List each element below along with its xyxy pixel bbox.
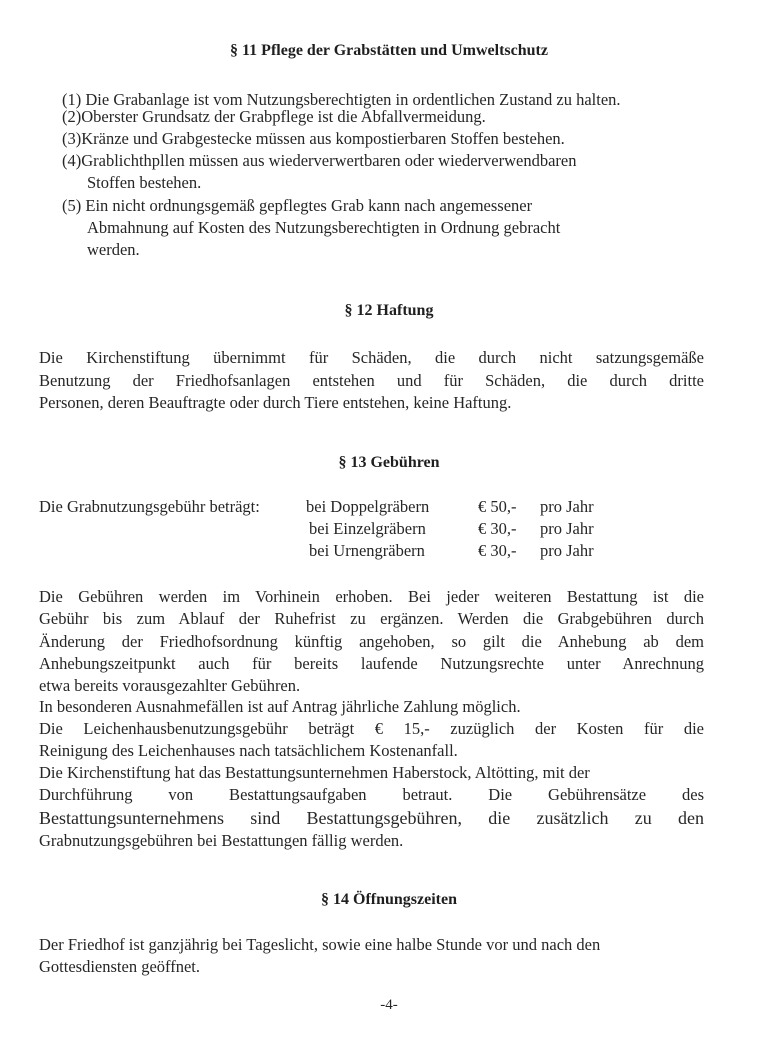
fee-amount-urnen: € 30,- <box>478 541 517 560</box>
s11-item-5-cont2: werden. <box>87 240 140 259</box>
s11-item-5: (5) Ein nicht ordnungsgemäß gepflegtes Grab kann nach angemessener <box>62 196 533 215</box>
fee-type-doppel: bei Doppelgräbern <box>306 497 430 516</box>
s14-line-2: Gottesdiensten geöffnet. <box>39 957 200 976</box>
s12-line-1: Die Kirchenstiftung übernimmt für Schäden, die durch nicht satzungsgemäße <box>39 348 704 367</box>
s14-line-1: Der Friedhof ist ganzjährig bei Tageslicht, sowie eine halbe Stunde vor und nach den <box>39 935 601 954</box>
s11-item-3: (3)Kränze und Grabgestecke müssen aus kompostierbaren Stoffen bestehen. <box>62 129 565 148</box>
s13-line-2: Gebühr bis zum Ablauf der Ruhefrist zu ergänzen. Werden die Grabgebühren durch <box>39 609 704 628</box>
s11-item-4: (4)Grablichthpllen müssen aus wiederverwertbaren oder wiederverwendbaren <box>62 151 577 170</box>
s13-line-11: Bestattungsunternehmens sind Bestattungsgebühren, die zusätzlich zu den <box>39 808 704 828</box>
s13-line-5: etwa bereits vorausgezahlter Gebühren. <box>39 676 301 695</box>
fee-unit-doppel: pro Jahr <box>540 497 594 516</box>
fee-type-urnen: bei Urnengräbern <box>309 541 425 560</box>
s13-line-3: Änderung der Friedhofsordnung künftig angehoben, so gilt die Anhebung ab dem <box>39 632 704 651</box>
s13-line-8: Reinigung des Leichenhauses nach tatsächlichem Kostenanfall. <box>39 741 458 760</box>
fee-amount-einzel: € 30,- <box>478 519 517 538</box>
section-11-heading: § 11 Pflege der Grabstätten und Umweltschutz <box>230 42 548 59</box>
section-13-heading: § 13 Gebühren <box>338 454 440 471</box>
s12-line-3: Personen, deren Beauftragte oder durch Tiere entstehen, keine Haftung. <box>39 393 512 412</box>
s13-line-6: In besonderen Ausnahmefällen ist auf Antrag jährliche Zahlung möglich. <box>39 697 521 716</box>
s11-item-1: (1) Die Grabanlage ist vom Nutzungsberechtigten in ordentlichen Zustand zu halten. <box>62 90 621 109</box>
s13-line-12: Grabnutzungsgebühren bei Bestattungen fällig werden. <box>39 831 404 850</box>
fee-unit-urnen: pro Jahr <box>540 541 594 560</box>
fee-type-einzel: bei Einzelgräbern <box>309 519 426 538</box>
section-12-heading: § 12 Haftung <box>344 302 434 319</box>
section-14-heading: § 14 Öffnungszeiten <box>321 891 457 908</box>
s13-line-4: Anhebungszeitpunkt auch für bereits laufende Nutzungsrechte unter Anrechnung <box>39 654 704 673</box>
s12-line-2: Benutzung der Friedhofsanlagen entstehen und für Schäden, die durch dritte <box>39 371 704 390</box>
s13-line-10: Durchführung von Bestattungsaufgaben betraut. Die Gebührensätze des <box>39 785 704 804</box>
s13-line-1: Die Gebühren werden im Vorhinein erhoben. Bei jeder weiteren Bestattung ist die <box>39 587 704 606</box>
page-number: -4- <box>380 997 398 1013</box>
fee-label: Die Grabnutzungsgebühr beträgt: <box>39 497 260 516</box>
fee-unit-einzel: pro Jahr <box>540 519 594 538</box>
s11-item-5-cont: Abmahnung auf Kosten des Nutzungsberechtigten in Ordnung gebracht <box>87 218 561 237</box>
s13-line-9: Die Kirchenstiftung hat das Bestattungsunternehmen Haberstock, Altötting, mit der <box>39 763 590 782</box>
s11-item-2: (2)Oberster Grundsatz der Grabpflege ist die Abfallvermeidung. <box>62 107 486 126</box>
s11-item-4-cont: Stoffen bestehen. <box>87 173 202 192</box>
s13-line-7: Die Leichenhausbenutzungsgebühr beträgt € 15,- zuzüglich der Kosten für die <box>39 719 704 738</box>
fee-amount-doppel: € 50,- <box>478 497 517 516</box>
